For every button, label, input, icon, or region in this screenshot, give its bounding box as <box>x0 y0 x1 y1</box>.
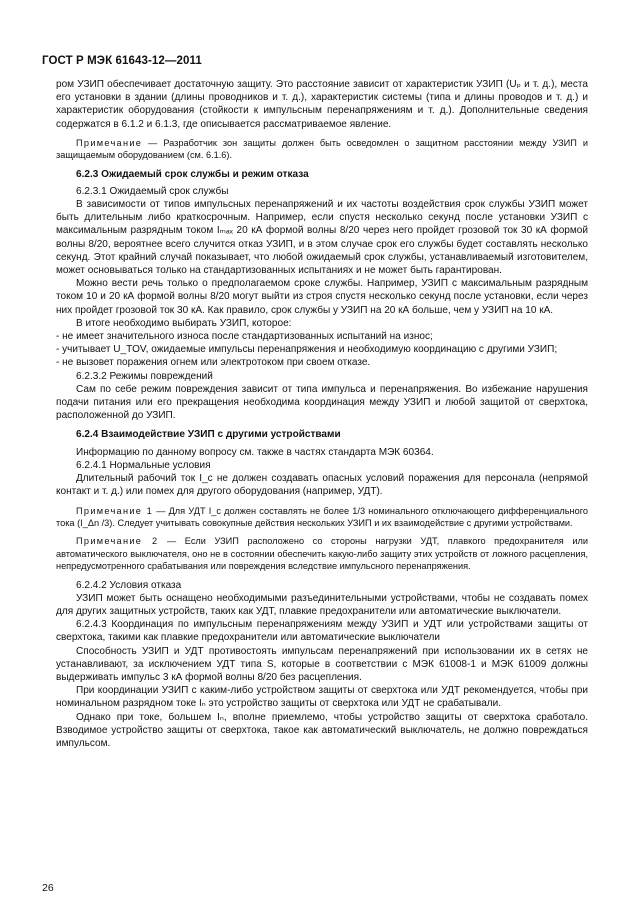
note <box>56 505 588 530</box>
section-heading: 6.2.4 Взаимодействие УЗИП с другими устройствами <box>76 429 341 441</box>
document-body <box>56 78 588 750</box>
paragraph: Информацию по данному вопросу см. также в частях стандарта МЭК 60364. <box>76 446 434 458</box>
section-heading: 6.2.3 Ожидаемый срок службы и режим отказа <box>76 168 309 180</box>
subsection-title: 6.2.4.2 Условия отказа <box>76 579 182 591</box>
subsection-title: 6.2.4.1 Нормальные условия <box>76 459 211 471</box>
paragraph: Сам по себе режим повреждения зависит от типа импульса и перенапряжения. Во избежание нарушения подачи питания или его прекращения необходима координация между УЗИП и любой защитой от сверхтока, расположенной до УЗИП. <box>56 383 588 422</box>
note-label: Примечание <box>76 137 143 148</box>
note-text: — Для УДТ I_c должен составлять не более 1/3 номинального отключающего дифференциального тока (I_Δn /3). Следует учитывать совокупные действия нескольких УЗИП и их взаимодействие с другими устройствами. <box>56 505 588 528</box>
page-number: 26 <box>42 882 54 894</box>
paragraph: Однако при токе, большем Iₙ, вполне приемлемо, чтобы устройство защиты от сверхтока сработало. Взводимое устройство защиты от сверхтока, такое как автоматический выключатель, не должно повреждаться импульсом. <box>56 711 588 749</box>
paragraph: ром УЗИП обеспечивает достаточную защиту. Это расстояние зависит от характеристик УЗИП (Uₚ и т. д.), места его установки в здании (длины проводников и т. д.), характеристик системы (типа и длины проводов и т. д.) и характеристик оборудования (стойкости к импульсным перенапряжениям и т. д.). Дополнительные сведения содержатся в 6.1.2 и 6.1.3, где описывается рассматриваемое явление. <box>56 79 588 130</box>
subsection-title: 6.2.3.1 Ожидаемый срок службы <box>76 185 229 197</box>
list-item: - не вызовет поражения огнем или электротоком при своем отказе. <box>56 357 371 369</box>
paragraph: Способность УЗИП и УДТ противостоять импульсам перенапряжений при использовании их в сетях не устанавливают, за исключением УДТ типа S, которые в соответствии с МЭК 61008-1 и МЭК 61009 должны выдерживать импульс 3 кА формой волны 8/20 без расцепления. <box>56 645 588 683</box>
paragraph: В зависимости от типов импульсных перенапряжений и их частоты воздействия срок службы УЗИП может быть длительным либо краткосрочным. Например, если спустя несколько секунд после установки УЗИП с максимальным разрядным током Iₘₐₓ 20 кА формой волны 8/20 через него пройдет грозовой ток 30 кА формой волны 8/20, вероятнее всего случится отказ УЗИП, и в этом случае срок его службы будет составлять несколько секунд. Этот крайний случай показывает, что любой ожидаемый срок службы, устанавливаемый изготовителем, может основываться только на стандартизованных испытаниях и не может быть гарантирован. <box>56 199 588 277</box>
paragraph: При координации УЗИП с каким-либо устройством защиты от сверхтока или УДТ рекомендуется, чтобы при номинальном разрядном токе Iₙ это устройство защиты от сверхтока или УДТ не срабатывали. <box>56 685 588 710</box>
note-text: — Разработчик зон защиты должен быть осведомлен о защитном расстоянии между УЗИП и защищаемым оборудованием (см. 6.1.6). <box>56 137 588 161</box>
list-item: - учитывает U_TOV, ожидаемые импульсы перенапряжения и необходимую координацию с другими УЗИП; <box>56 344 558 356</box>
paragraph: Длительный рабочий ток I_c не должен создавать опасных условий поражения для персонала (непрямой контакт и т. д.) или помех для другого оборудования (например, УДТ). <box>56 473 588 498</box>
note-label: Примечание 1 <box>76 505 154 516</box>
document-header: ГОСТ Р МЭК 61643-12—2011 <box>42 55 202 67</box>
list-item: - не имеет значительного износа после стандартизованных испытаний на износ; <box>56 331 433 343</box>
paragraph: В итоге необходимо выбирать УЗИП, которое: <box>76 317 292 329</box>
note-label: Примечание 2 <box>76 536 159 547</box>
note-text: — Если УЗИП расположено со стороны нагрузки УДТ, плавкого предохранителя или автоматического выключателя, оно не в состоянии обеспечить какую-либо защиту этих устройств от ложного расцепления, непредусмотренного срабатывания или повреждения вследствие импульсного перенапряжения. <box>56 536 588 572</box>
subsection-title: 6.2.4.3 Координация по импульсным перенапряжениям между УЗИП и УДТ или устройствами защиты от сверхтока, такими как плавкие предохранители или автоматические выключатели <box>56 619 588 644</box>
note <box>56 535 588 572</box>
note <box>56 137 588 162</box>
paragraph: УЗИП может быть оснащено необходимыми разъединительными устройствами, чтобы не создавать помех для других защитных устройств, таких как УДТ, плавкие предохранители или автоматические выключатели. <box>56 592 588 617</box>
subsection-title: 6.2.3.2 Режимы повреждений <box>76 370 213 382</box>
paragraph: Можно вести речь только о предполагаемом сроке службы. Например, УЗИП с максимальным разрядным током 10 и 20 кА формой волны 8/20 могут выйти из строя спустя несколько секунд после установки, если через них пройдет грозовой ток 30 кА. Как правило, срок службы у УЗИП на 20 кА больше, чем у УЗИП на 10 кА. <box>56 278 588 316</box>
